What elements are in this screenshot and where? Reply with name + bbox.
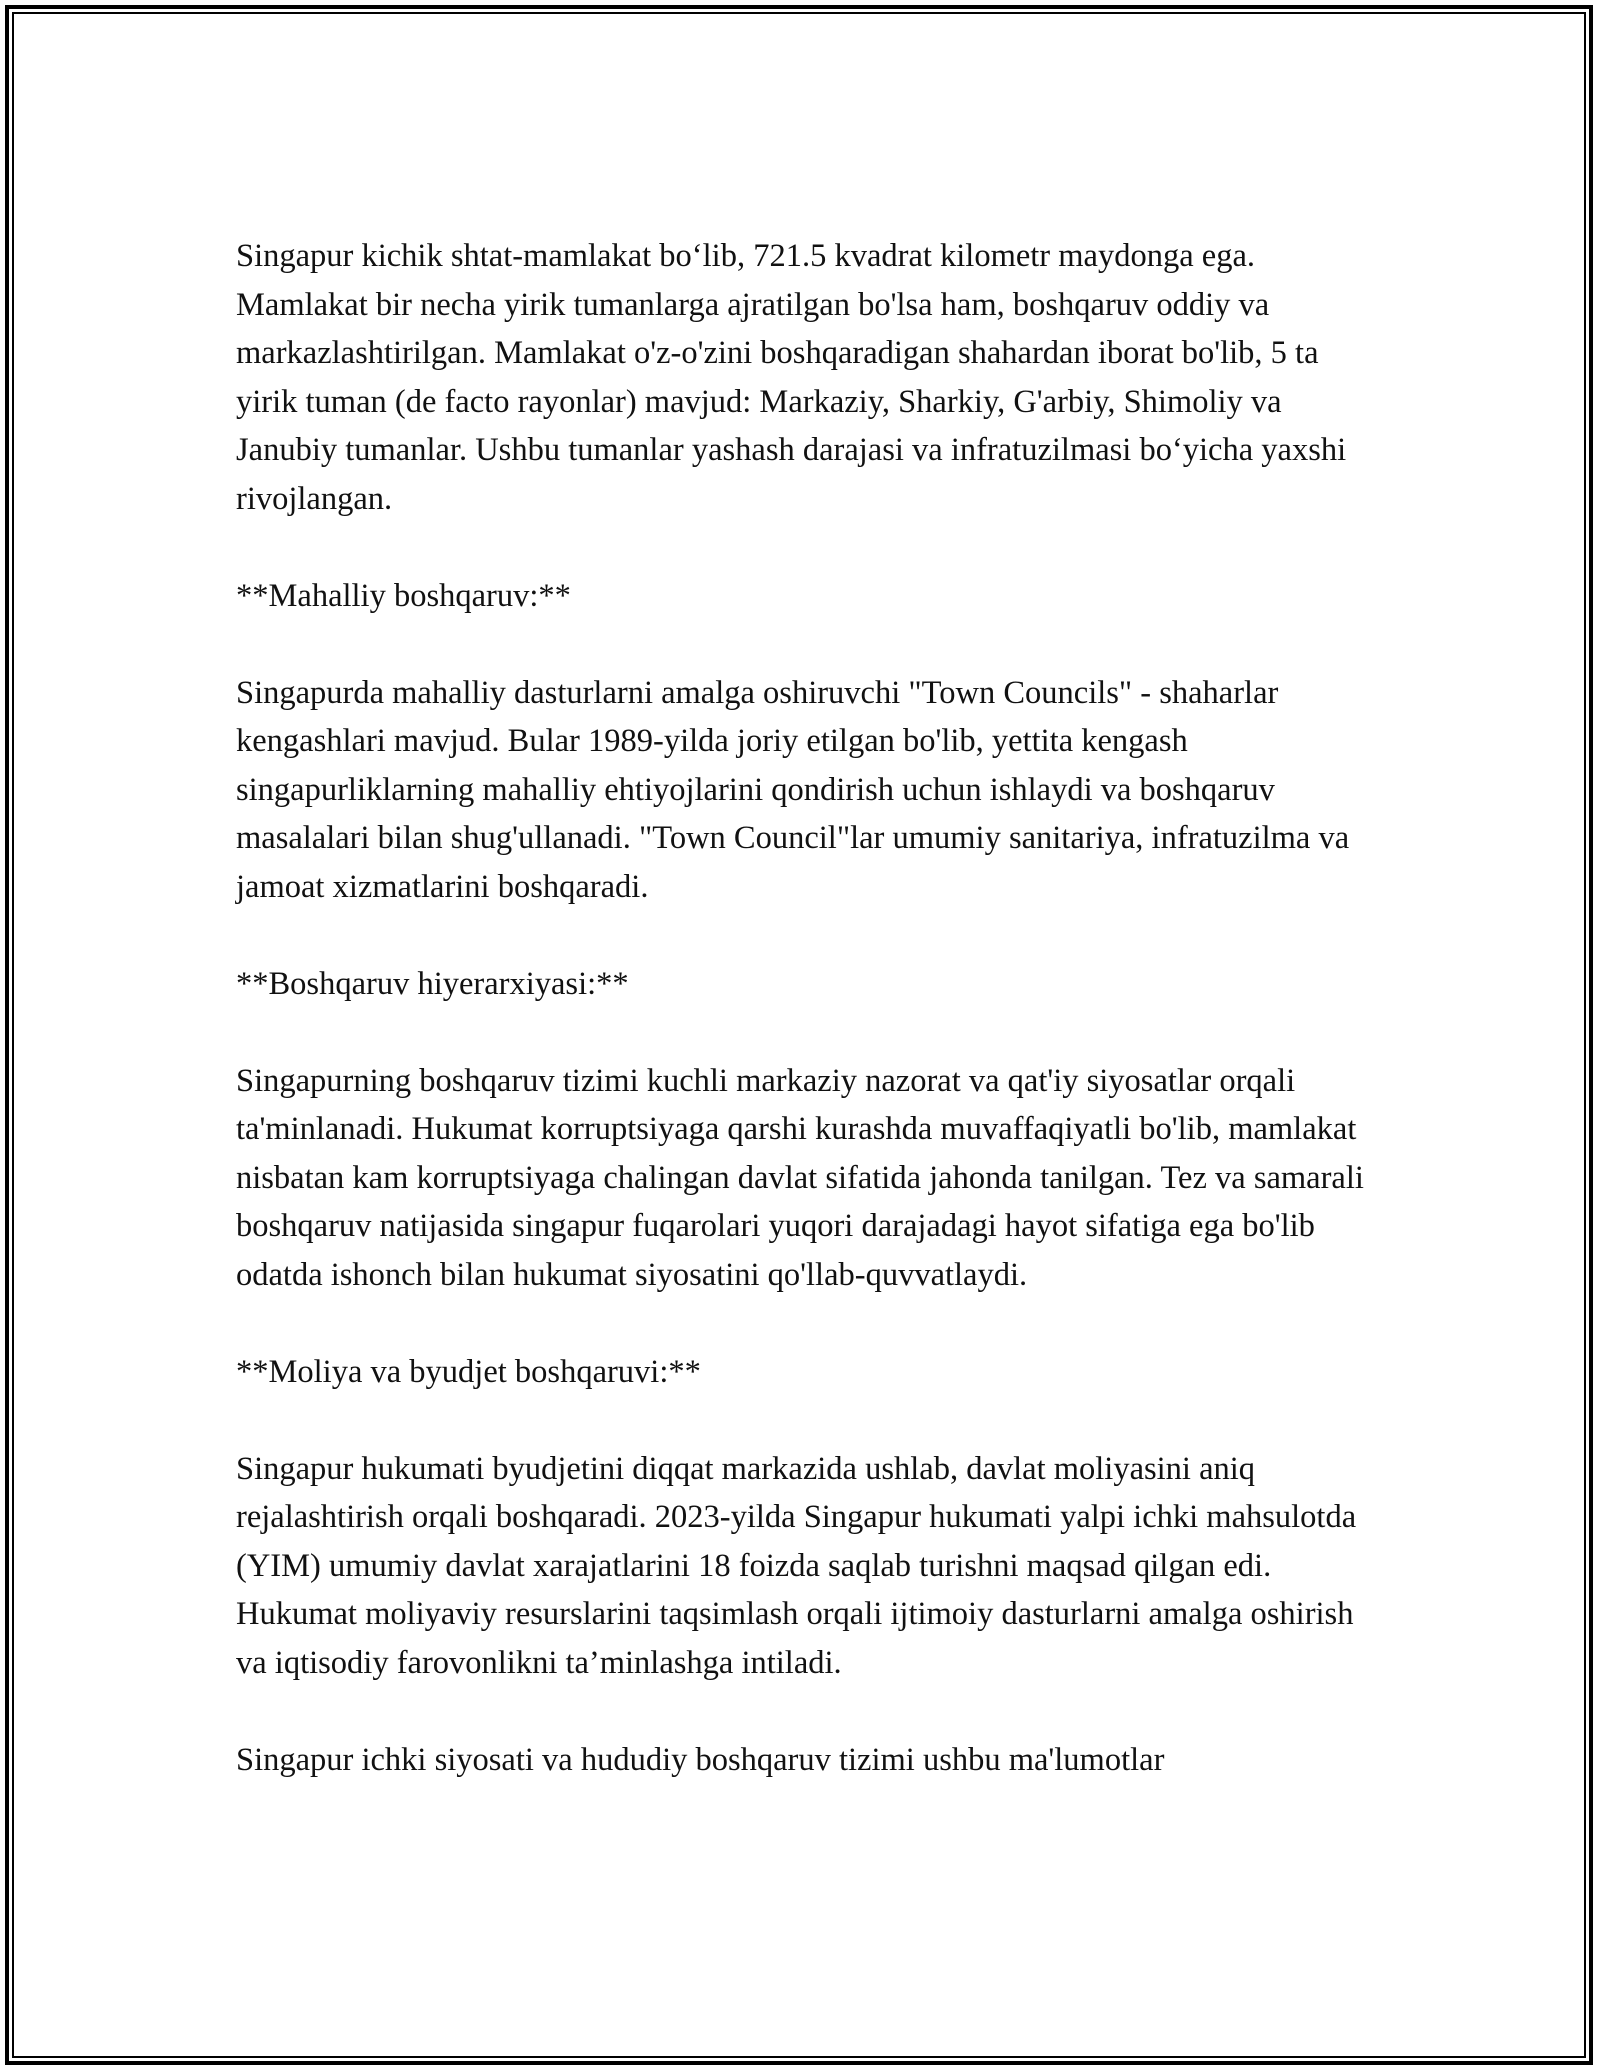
paragraph-closing: Singapur ichki siyosati va hududiy boshqaruv tizimi ushbu ma'lumotlar <box>236 1741 1165 1778</box>
paragraph-town-councils: Singapurda mahalliy dasturlarni amalga oshiruvchi "Town Councils" - shaharlar kengashlari mavjud. Bular 1989-yilda joriy etilgan bo'lib, yettita kengash singapurliklarning mahalliy ehtiyojlarini qondirish uchun ishlaydi va boshqaruv masalalari bilan shug'ullanadi. "Town Council"lar umumiy sanitariya, infratuzilma va jamoat xizmatlarini boshqaradi. <box>236 674 1350 905</box>
heading-local-governance: **Mahalliy boshqaruv:** <box>236 577 571 614</box>
document-body <box>236 232 1376 1833</box>
heading-governance-hierarchy: **Boshqaruv hiyerarxiyasi:** <box>236 965 629 1002</box>
paragraph-central-control: Singapurning boshqaruv tizimi kuchli markaziy nazorat va qat'iy siyosatlar orqali ta'minlanadi. Hukumat korruptsiyaga qarshi kurashda muvaffaqiyatli bo'lib, mamlakat nisbatan kam korruptsiyaga chalingan davlat sifatida jahonda tanilgan. Tez va samarali boshqaruv natijasida singapur fuqarolari yuqori darajadagi hayot sifatiga ega bo'lib odatda ishonch bilan hukumat siyosatini qo'llab-quvvatlaydi. <box>236 1062 1364 1293</box>
paragraph-overview: Singapur kichik shtat-mamlakat bo‘lib, 721.5 kvadrat kilometr maydonga ega. Mamlakat bir necha yirik tumanlarga ajratilgan bo'lsa ham, boshqaruv oddiy va markazlashtirilgan. Mamlakat o'z-o'zini boshqaradigan shahardan iborat bo'lib, 5 ta yirik tuman (de facto rayonlar) mavjud: Markaziy, Sharkiy, G'arbiy, Shimoliy va Janubiy tumanlar. Ushbu tumanlar yashash darajasi va infratuzilmasi bo‘yicha yaxshi rivojlangan. <box>236 238 1347 517</box>
heading-finance-budget: **Moliya va byudjet boshqaruvi:** <box>236 1353 701 1390</box>
paragraph-budget-management: Singapur hukumati byudjetini diqqat markazida ushlab, davlat moliyasini aniq rejalashtirish orqali boshqaradi. 2023-yilda Singapur hukumati yalpi ichki mahsulotda (YIM) umumiy davlat xarajatlarini 18 foizda saqlab turishni maqsad qilgan edi. Hukumat moliyaviy resurslarini taqsimlash orqali ijtimoiy dasturlarni amalga oshirish va iqtisodiy farovonlikni ta’minlashga intiladi. <box>236 1450 1357 1681</box>
